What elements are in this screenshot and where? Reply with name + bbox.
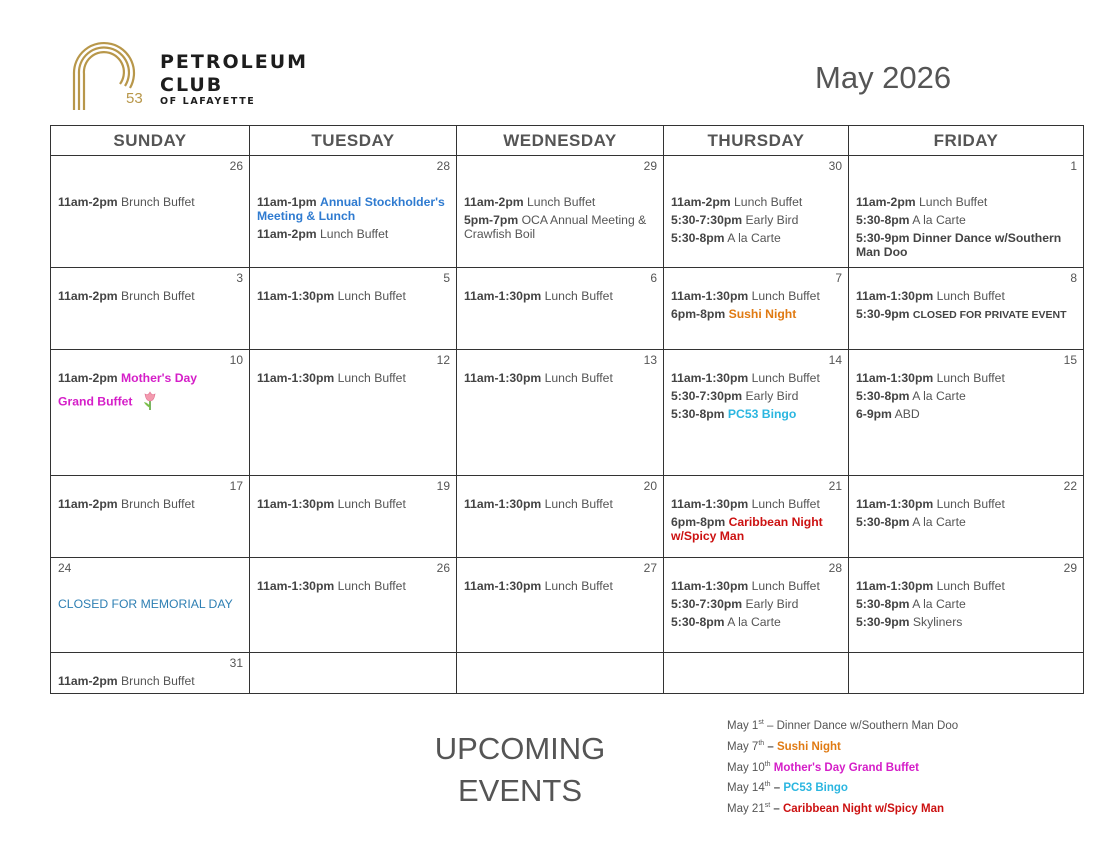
calendar-day-cell[interactable] (250, 156, 457, 268)
calendar-day-cell[interactable] (664, 476, 849, 558)
calendar-day-cell[interactable] (849, 156, 1084, 268)
upcoming-title-line1: UPCOMING (434, 731, 606, 766)
upcoming-date: May 14 (727, 782, 765, 795)
closed-notice: CLOSED FOR MEMORIAL DAY (58, 597, 233, 611)
day-cell-content (51, 156, 249, 267)
day-cell-content (664, 268, 848, 349)
day-cell-content (664, 156, 848, 267)
upcoming-events-title (420, 728, 620, 812)
event-item (856, 195, 1077, 209)
day-number: 13 (643, 353, 657, 367)
event-title: Lunch Buffet (544, 289, 613, 303)
event-item (257, 497, 450, 511)
event-item (257, 371, 450, 385)
upcoming-date-suffix: th (764, 781, 771, 789)
day-cell-content (250, 476, 456, 557)
day-number: 19 (436, 479, 450, 493)
event-time: 11am-2pm (671, 195, 731, 209)
event-list (849, 653, 1083, 674)
event-item (671, 195, 842, 209)
event-list (51, 350, 249, 414)
event-item (671, 579, 842, 593)
day-number: 7 (835, 271, 842, 285)
day-number: 14 (828, 353, 842, 367)
event-item (671, 515, 842, 543)
club-logo (68, 38, 328, 116)
day-number: 26 (229, 159, 243, 173)
event-item (671, 213, 842, 227)
event-item (58, 674, 243, 688)
event-time: 11am-1:30pm (257, 579, 335, 593)
event-item (58, 289, 243, 303)
event-list (849, 156, 1083, 259)
day-cell-content (849, 156, 1083, 267)
event-title: Mother's Day (121, 371, 198, 385)
event-time: 11am-2pm (257, 227, 317, 241)
event-list (250, 350, 456, 385)
event-item (464, 289, 657, 303)
event-list (457, 653, 663, 674)
event-item (856, 289, 1077, 303)
day-number: 22 (1063, 479, 1077, 493)
event-time: 11am-2pm (464, 195, 524, 209)
day-cell-content (664, 476, 848, 557)
calendar-day-cell[interactable] (51, 156, 250, 268)
event-time: 11am-1:30pm (464, 371, 542, 385)
day-number: 26 (436, 561, 450, 575)
event-item (856, 579, 1077, 593)
event-title: Dinner Dance w/Southern Man Doo (856, 231, 1062, 259)
upcoming-item (727, 776, 958, 797)
event-list (51, 558, 249, 611)
calendar-header-row (51, 126, 1084, 156)
event-item (856, 515, 1077, 529)
event-time: 5:30-8pm (856, 389, 910, 403)
header-thursday: THURSDAY (664, 126, 849, 156)
day-number: 10 (229, 353, 243, 367)
day-cell-content (250, 268, 456, 349)
upcoming-date: May 10 (727, 761, 765, 774)
day-number: 31 (229, 656, 243, 670)
event-title: Annual Stockholder's Meeting & Lunch (257, 195, 445, 223)
event-item (856, 597, 1077, 611)
event-title: Grand Buffet (58, 394, 133, 409)
event-time: 6pm-8pm (671, 515, 726, 529)
event-item (671, 307, 842, 321)
event-title: Brunch Buffet (121, 195, 195, 209)
upcoming-event-name: PC53 Bingo (783, 782, 848, 795)
event-title: Lunch Buffet (734, 195, 803, 209)
upcoming-item (727, 756, 958, 777)
event-time: 11am-2pm (58, 497, 118, 511)
calendar-day-cell[interactable] (664, 268, 849, 350)
event-item (257, 579, 450, 593)
day-cell-content (457, 268, 663, 349)
calendar-day-cell[interactable] (250, 558, 457, 653)
calendar-day-cell[interactable] (250, 476, 457, 558)
tulip-icon (142, 391, 158, 414)
event-list (457, 156, 663, 241)
day-number: 17 (229, 479, 243, 493)
upcoming-event-name: Mother's Day Grand Buffet (773, 761, 919, 774)
calendar-day-cell[interactable] (250, 350, 457, 476)
day-number: 5 (443, 271, 450, 285)
event-item (856, 213, 1077, 227)
day-cell-content (51, 558, 249, 652)
event-item (671, 389, 842, 403)
calendar-day-cell[interactable] (457, 268, 664, 350)
calendar-day-cell[interactable] (664, 156, 849, 268)
calendar-day-cell[interactable] (51, 268, 250, 350)
day-cell-content (849, 653, 1083, 693)
event-list (664, 653, 848, 674)
event-time: 11am-1:30pm (856, 497, 934, 511)
event-list (849, 476, 1083, 529)
day-number: 29 (643, 159, 657, 173)
event-list (51, 268, 249, 303)
event-title: Lunch Buffet (751, 371, 820, 385)
event-list (457, 268, 663, 303)
event-time: 11am-2pm (58, 195, 118, 209)
event-time: 5:30-9pm (856, 231, 910, 245)
event-title: Lunch Buffet (544, 497, 613, 511)
event-time: 11am-1:30pm (257, 289, 335, 303)
calendar-week-row (51, 350, 1084, 476)
upcoming-separator: – (770, 803, 783, 816)
event-title: Lunch Buffet (936, 497, 1005, 511)
day-cell-content (457, 653, 663, 693)
event-list (849, 268, 1083, 322)
calendar-week-row (51, 653, 1084, 694)
day-number: 1 (1070, 159, 1077, 173)
event-time: 11am-1:30pm (671, 371, 749, 385)
event-title: Early Bird (745, 213, 799, 227)
event-time: 11am-1:30pm (464, 289, 542, 303)
upcoming-event-name: Dinner Dance w/Southern Man Doo (776, 719, 959, 732)
logo-line-petroleum: PETROLEUM (160, 51, 309, 73)
logo-number: 53 (126, 90, 143, 107)
day-cell-content (51, 268, 249, 349)
event-time: 11am-1:30pm (856, 371, 934, 385)
event-title: Lunch Buffet (751, 289, 820, 303)
event-title: A la Carte (912, 515, 966, 529)
event-title: Skyliners (912, 615, 963, 629)
event-item (671, 407, 842, 421)
calendar-day-cell[interactable] (250, 653, 457, 694)
event-title: Lunch Buffet (544, 579, 613, 593)
day-cell-content (457, 558, 663, 652)
calendar-day-cell[interactable] (664, 558, 849, 653)
event-item (856, 497, 1077, 511)
calendar-day-cell[interactable] (457, 653, 664, 694)
event-item (856, 389, 1077, 403)
calendar-day-cell[interactable] (457, 476, 664, 558)
day-cell-content (849, 558, 1083, 652)
event-item (58, 195, 243, 209)
event-list (250, 476, 456, 511)
event-time: 5:30-7:30pm (671, 389, 743, 403)
event-item (464, 371, 657, 385)
event-list (250, 268, 456, 303)
event-list (51, 156, 249, 209)
event-item (58, 497, 243, 511)
day-number: 24 (58, 561, 72, 575)
event-time: 5:30-7:30pm (671, 213, 743, 227)
event-time: 5:30-8pm (856, 597, 910, 611)
event-list (457, 350, 663, 385)
event-time: 11am-1:30pm (257, 371, 335, 385)
calendar-day-cell[interactable] (51, 350, 250, 476)
event-title: A la Carte (727, 615, 781, 629)
day-cell-content (664, 653, 848, 693)
event-time: 11am-1:30pm (671, 579, 749, 593)
day-number: 21 (828, 479, 842, 493)
upcoming-date-suffix: st (758, 719, 764, 726)
event-list (849, 558, 1083, 629)
event-item (464, 497, 657, 511)
upcoming-date: May 1 (727, 719, 759, 732)
event-title: PC53 Bingo (727, 407, 797, 421)
event-item (464, 213, 657, 241)
upcoming-item (727, 714, 958, 735)
event-title: A la Carte (912, 213, 966, 227)
event-list (250, 156, 456, 241)
calendar-day-cell[interactable] (457, 350, 664, 476)
calendar-day-cell[interactable] (457, 156, 664, 268)
day-cell-content (51, 653, 249, 693)
event-item (856, 615, 1077, 629)
event-list (250, 653, 456, 674)
calendar-day-cell[interactable] (849, 268, 1084, 350)
event-time: 11am-1:30pm (257, 497, 335, 511)
event-time: 11am-1:30pm (464, 497, 542, 511)
day-cell-content (51, 350, 249, 475)
header-friday: FRIDAY (849, 126, 1084, 156)
event-list (51, 653, 249, 688)
logo-line-club: CLUB (160, 74, 224, 96)
event-title: Lunch Buffet (936, 579, 1005, 593)
event-time: 11am-1:30pm (856, 579, 934, 593)
day-number: 28 (828, 561, 842, 575)
event-item (671, 497, 842, 511)
event-time: 5:30-9pm (856, 615, 910, 629)
event-list (664, 350, 848, 421)
event-time: 6pm-8pm (671, 307, 726, 321)
calendar-day-cell[interactable] (849, 558, 1084, 653)
event-item (856, 407, 1077, 421)
event-title: Sushi Night (728, 307, 797, 321)
event-item (257, 227, 450, 241)
calendar-table (50, 125, 1084, 694)
event-time: 11am-1:30pm (671, 289, 749, 303)
event-list (849, 350, 1083, 421)
upcoming-separator: – (763, 719, 777, 732)
day-cell-content (457, 350, 663, 475)
upcoming-item (727, 735, 958, 756)
day-number: 28 (436, 159, 450, 173)
event-item (58, 371, 243, 385)
event-title: Brunch Buffet (121, 674, 195, 688)
event-time: 11am-2pm (58, 371, 118, 385)
event-time: 5:30-8pm (856, 515, 910, 529)
event-time: 5:30-9pm (856, 307, 910, 321)
upcoming-item (727, 797, 958, 818)
day-cell-content (849, 476, 1083, 557)
event-list (457, 476, 663, 511)
event-list (664, 156, 848, 245)
calendar-day-cell[interactable] (51, 476, 250, 558)
upcoming-date-suffix: th (764, 760, 771, 768)
header-wednesday: WEDNESDAY (457, 126, 664, 156)
event-item (257, 289, 450, 303)
event-item (671, 289, 842, 303)
event-title: Lunch Buffet (936, 289, 1005, 303)
event-title: Caribbean Night w/Spicy Man (671, 515, 823, 543)
day-number: 3 (236, 271, 243, 285)
event-list (664, 268, 848, 321)
upcoming-date: May 7 (727, 740, 759, 753)
calendar-week-row (51, 268, 1084, 350)
day-cell-content (457, 476, 663, 557)
event-time: 11am-2pm (58, 289, 118, 303)
day-cell-content (664, 350, 848, 475)
event-time: 11am-1:30pm (671, 497, 749, 511)
day-number: 30 (828, 159, 842, 173)
calendar-day-cell[interactable] (849, 476, 1084, 558)
calendar-week-row (51, 476, 1084, 558)
day-cell-content (457, 156, 663, 267)
event-list (250, 558, 456, 593)
event-item (856, 371, 1077, 385)
event-time: 6-9pm (856, 407, 892, 421)
day-number: 6 (650, 271, 657, 285)
event-item (671, 371, 842, 385)
event-time: 5pm-7pm (464, 213, 519, 227)
event-title: Brunch Buffet (121, 289, 195, 303)
event-title: Lunch Buffet (337, 579, 406, 593)
event-title: Early Bird (745, 597, 799, 611)
event-title: CLOSED FOR PRIVATE EVENT (912, 309, 1067, 321)
event-item (464, 579, 657, 593)
day-number: 12 (436, 353, 450, 367)
day-cell-content (250, 653, 456, 693)
event-title: Brunch Buffet (121, 497, 195, 511)
day-cell-content (250, 156, 456, 267)
calendar-day-cell[interactable] (51, 653, 250, 694)
calendar-week-row (51, 156, 1084, 268)
event-title: Lunch Buffet (337, 371, 406, 385)
day-cell-content (51, 476, 249, 557)
event-item (856, 307, 1077, 322)
calendar-body (51, 156, 1084, 694)
event-list (664, 476, 848, 543)
day-cell-content (849, 350, 1083, 475)
event-title: Lunch Buffet (320, 227, 389, 241)
day-number: 29 (1063, 561, 1077, 575)
event-title: Lunch Buffet (544, 371, 613, 385)
upcoming-date-suffix: th (758, 739, 765, 747)
event-title: Lunch Buffet (527, 195, 596, 209)
event-title: ABD (894, 407, 920, 421)
event-title: Early Bird (745, 389, 799, 403)
calendar-week-row (51, 558, 1084, 653)
event-title: A la Carte (912, 389, 966, 403)
event-title: Lunch Buffet (919, 195, 988, 209)
calendar-day-cell[interactable] (664, 653, 849, 694)
calendar-day-cell[interactable] (250, 268, 457, 350)
calendar-day-cell[interactable] (457, 558, 664, 653)
event-title: Lunch Buffet (751, 579, 820, 593)
event-time: 5:30-8pm (671, 615, 725, 629)
header-sunday: SUNDAY (51, 126, 250, 156)
header-tuesday: TUESDAY (250, 126, 457, 156)
logo-line-lafayette: OF LAFAYETTE (160, 96, 256, 107)
event-item (671, 597, 842, 611)
event-time: 11am-1:30pm (856, 289, 934, 303)
day-number: 20 (643, 479, 657, 493)
event-item (856, 231, 1077, 259)
upcoming-date-suffix: st (764, 802, 771, 810)
day-number: 27 (643, 561, 657, 575)
event-item (671, 231, 842, 245)
event-time: 5:30-8pm (856, 213, 910, 227)
day-cell-content (664, 558, 848, 652)
event-time: 11am-1pm (257, 195, 317, 209)
day-cell-content (250, 350, 456, 475)
event-title: A la Carte (727, 231, 781, 245)
event-time: 5:30-7:30pm (671, 597, 743, 611)
event-title: Lunch Buffet (337, 497, 406, 511)
upcoming-separator: – (764, 740, 777, 753)
event-title: A la Carte (912, 597, 966, 611)
event-title: Lunch Buffet (751, 497, 820, 511)
day-cell-content (849, 268, 1083, 349)
calendar-day-cell[interactable] (51, 558, 250, 653)
day-number: 15 (1063, 353, 1077, 367)
upcoming-title-line2: EVENTS (457, 773, 583, 808)
event-time: 11am-1:30pm (464, 579, 542, 593)
calendar-day-cell[interactable] (849, 350, 1084, 476)
event-item (671, 615, 842, 629)
upcoming-separator: – (770, 782, 784, 795)
calendar-day-cell[interactable] (664, 350, 849, 476)
event-list (51, 476, 249, 511)
event-time: 11am-2pm (856, 195, 916, 209)
upcoming-events-list (727, 714, 958, 818)
upcoming-date: May 21 (727, 803, 765, 816)
upcoming-event-name: Caribbean Night w/Spicy Man (782, 803, 944, 816)
event-list (664, 558, 848, 629)
event-time: 5:30-8pm (671, 407, 725, 421)
event-time: 5:30-8pm (671, 231, 725, 245)
event-title: Lunch Buffet (936, 371, 1005, 385)
event-list (457, 558, 663, 593)
day-cell-content (250, 558, 456, 652)
event-time: 11am-2pm (58, 674, 118, 688)
event-item (58, 391, 243, 414)
calendar-day-cell[interactable] (849, 653, 1084, 694)
event-item (464, 195, 657, 209)
upcoming-event-name: Sushi Night (776, 740, 841, 753)
month-title: May 2026 (815, 60, 952, 95)
event-title: Lunch Buffet (337, 289, 406, 303)
event-title: OCA Annual Meeting & Crawfish Boil (464, 213, 647, 241)
event-item (257, 195, 450, 223)
day-number: 8 (1070, 271, 1077, 285)
